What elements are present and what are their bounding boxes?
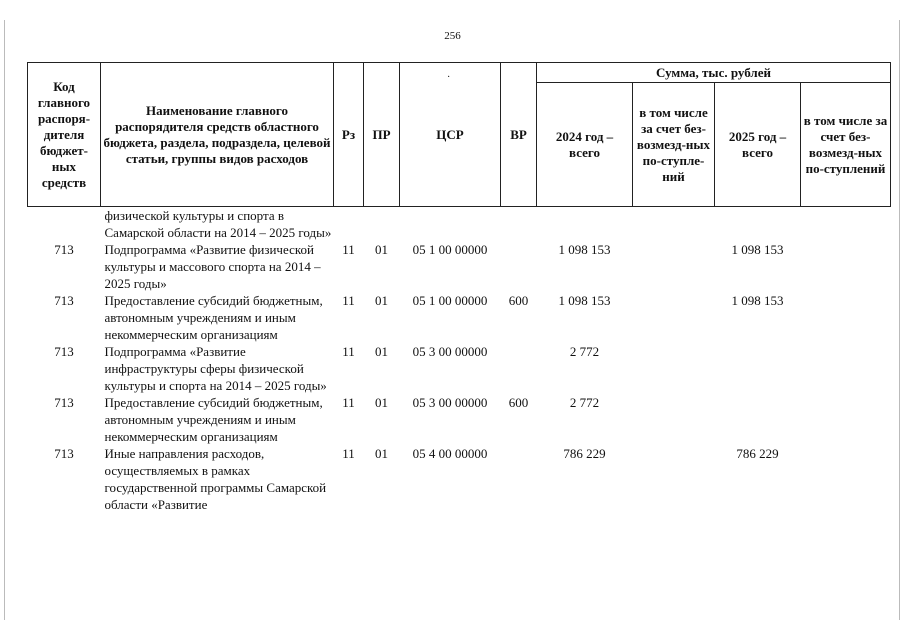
cell-vr [501, 207, 537, 242]
scan-edge-right [899, 20, 900, 620]
cell-name: физической культуры и спорта в Самарской области на 2014 – 2025 годы» [104, 208, 332, 240]
cell-rz: 11 [342, 344, 355, 359]
cell-vr: 600 [508, 293, 529, 308]
cell-csr: 05 1 00 00000 [412, 293, 488, 308]
cell-vr [501, 343, 537, 394]
cell-2024-free [633, 343, 715, 394]
cell-rz [334, 207, 364, 242]
cell-2024-total: 1 098 153 [558, 242, 611, 257]
cell-rz: 11 [342, 293, 355, 308]
cell-csr: 05 3 00 00000 [412, 395, 488, 410]
cell-2024-total: 786 229 [563, 446, 606, 461]
header-2025-total: 2025 год – всего [715, 83, 801, 207]
header-pr: ПР [364, 63, 400, 207]
cell-vr [501, 445, 537, 513]
cell-2024-free [633, 207, 715, 242]
cell-pr: 01 [375, 395, 388, 410]
table-row [28, 241, 891, 292]
cell-code: 713 [54, 344, 74, 359]
cell-pr: 01 [375, 344, 388, 359]
cell-code: 713 [54, 293, 74, 308]
table-row [28, 292, 891, 343]
cell-2025-total [715, 343, 801, 394]
cell-pr [364, 207, 400, 242]
table-row [28, 445, 891, 513]
table-row [28, 394, 891, 445]
table-row [28, 207, 891, 242]
cell-vr [501, 241, 537, 292]
cell-name: Подпрограмма «Развитие инфраструктуры сферы физической культуры и спорта на 2014 – 2025 годы» [104, 344, 327, 393]
header-2025-free: в том числе за счет без-возмезд-ных по-ступлений [801, 83, 891, 207]
cell-2024-free [633, 445, 715, 513]
cell-rz: 11 [342, 242, 355, 257]
cell-rz: 11 [342, 446, 355, 461]
cell-2024-total: 1 098 153 [558, 293, 611, 308]
scan-edge-left [4, 20, 5, 620]
cell-csr: 05 4 00 00000 [412, 446, 488, 461]
cell-2025-free [801, 445, 891, 513]
budget-table [27, 62, 891, 513]
cell-pr: 01 [375, 446, 388, 461]
header-vr: ВР [501, 63, 537, 207]
cell-code: 713 [54, 395, 74, 410]
cell-rz: 11 [342, 395, 355, 410]
cell-2025-free [801, 394, 891, 445]
header-name: Наименование главного распорядителя средств областного бюджета, раздела, подраздела, целевой статьи, группы видов расходов [101, 63, 334, 207]
cell-2025-total: 786 229 [736, 446, 779, 461]
cell-csr [400, 207, 501, 242]
table-header [28, 63, 891, 207]
cell-2025-free [801, 343, 891, 394]
cell-2025-free [801, 207, 891, 242]
cell-2024-total: 2 772 [569, 395, 600, 410]
page-number: 256 [444, 30, 461, 42]
header-csr: ЦСР [400, 63, 501, 207]
header-2024-total: 2024 год – всего [537, 83, 633, 207]
cell-2025-total: 1 098 153 [731, 293, 784, 308]
scan-dot: · [447, 72, 451, 83]
cell-pr: 01 [375, 293, 388, 308]
cell-name: Предоставление субсидий бюджетным, автономным учреждениям и иным некоммерческим организациям [104, 293, 323, 342]
cell-2024-free [633, 394, 715, 445]
cell-code: 713 [54, 242, 74, 257]
cell-2025-total [715, 394, 801, 445]
table-row [28, 343, 891, 394]
cell-2025-total: 1 098 153 [731, 242, 784, 257]
cell-2024-total: 2 772 [569, 344, 600, 359]
cell-2025-free [801, 241, 891, 292]
cell-2024-free [633, 241, 715, 292]
cell-code [28, 207, 101, 242]
cell-name: Предоставление субсидий бюджетным, автономным учреждениям и иным некоммерческим организациям [104, 395, 323, 444]
header-2024-free: в том числе за счет без-возмезд-ных по-ступле-ний [633, 83, 715, 207]
cell-name: Иные направления расходов, осуществляемых в рамках государственной программы Самарской области «Развитие [104, 446, 327, 512]
cell-code: 713 [54, 446, 74, 461]
table-body [28, 207, 891, 514]
cell-2024-total [537, 207, 633, 242]
cell-csr: 05 3 00 00000 [412, 344, 488, 359]
cell-csr: 05 1 00 00000 [412, 242, 488, 257]
cell-2025-free [801, 292, 891, 343]
cell-name: Подпрограмма «Развитие физической культуры и массового спорта на 2014 – 2025 годы» [104, 242, 321, 291]
header-sum-group: Сумма, тыс. рублей [537, 63, 891, 83]
cell-2024-free [633, 292, 715, 343]
header-rz: Рз [334, 63, 364, 207]
cell-2025-total [715, 207, 801, 242]
header-code: Код главного распоря-дителя бюджет-ных средств [28, 63, 101, 207]
cell-pr: 01 [375, 242, 388, 257]
cell-vr: 600 [508, 395, 529, 410]
